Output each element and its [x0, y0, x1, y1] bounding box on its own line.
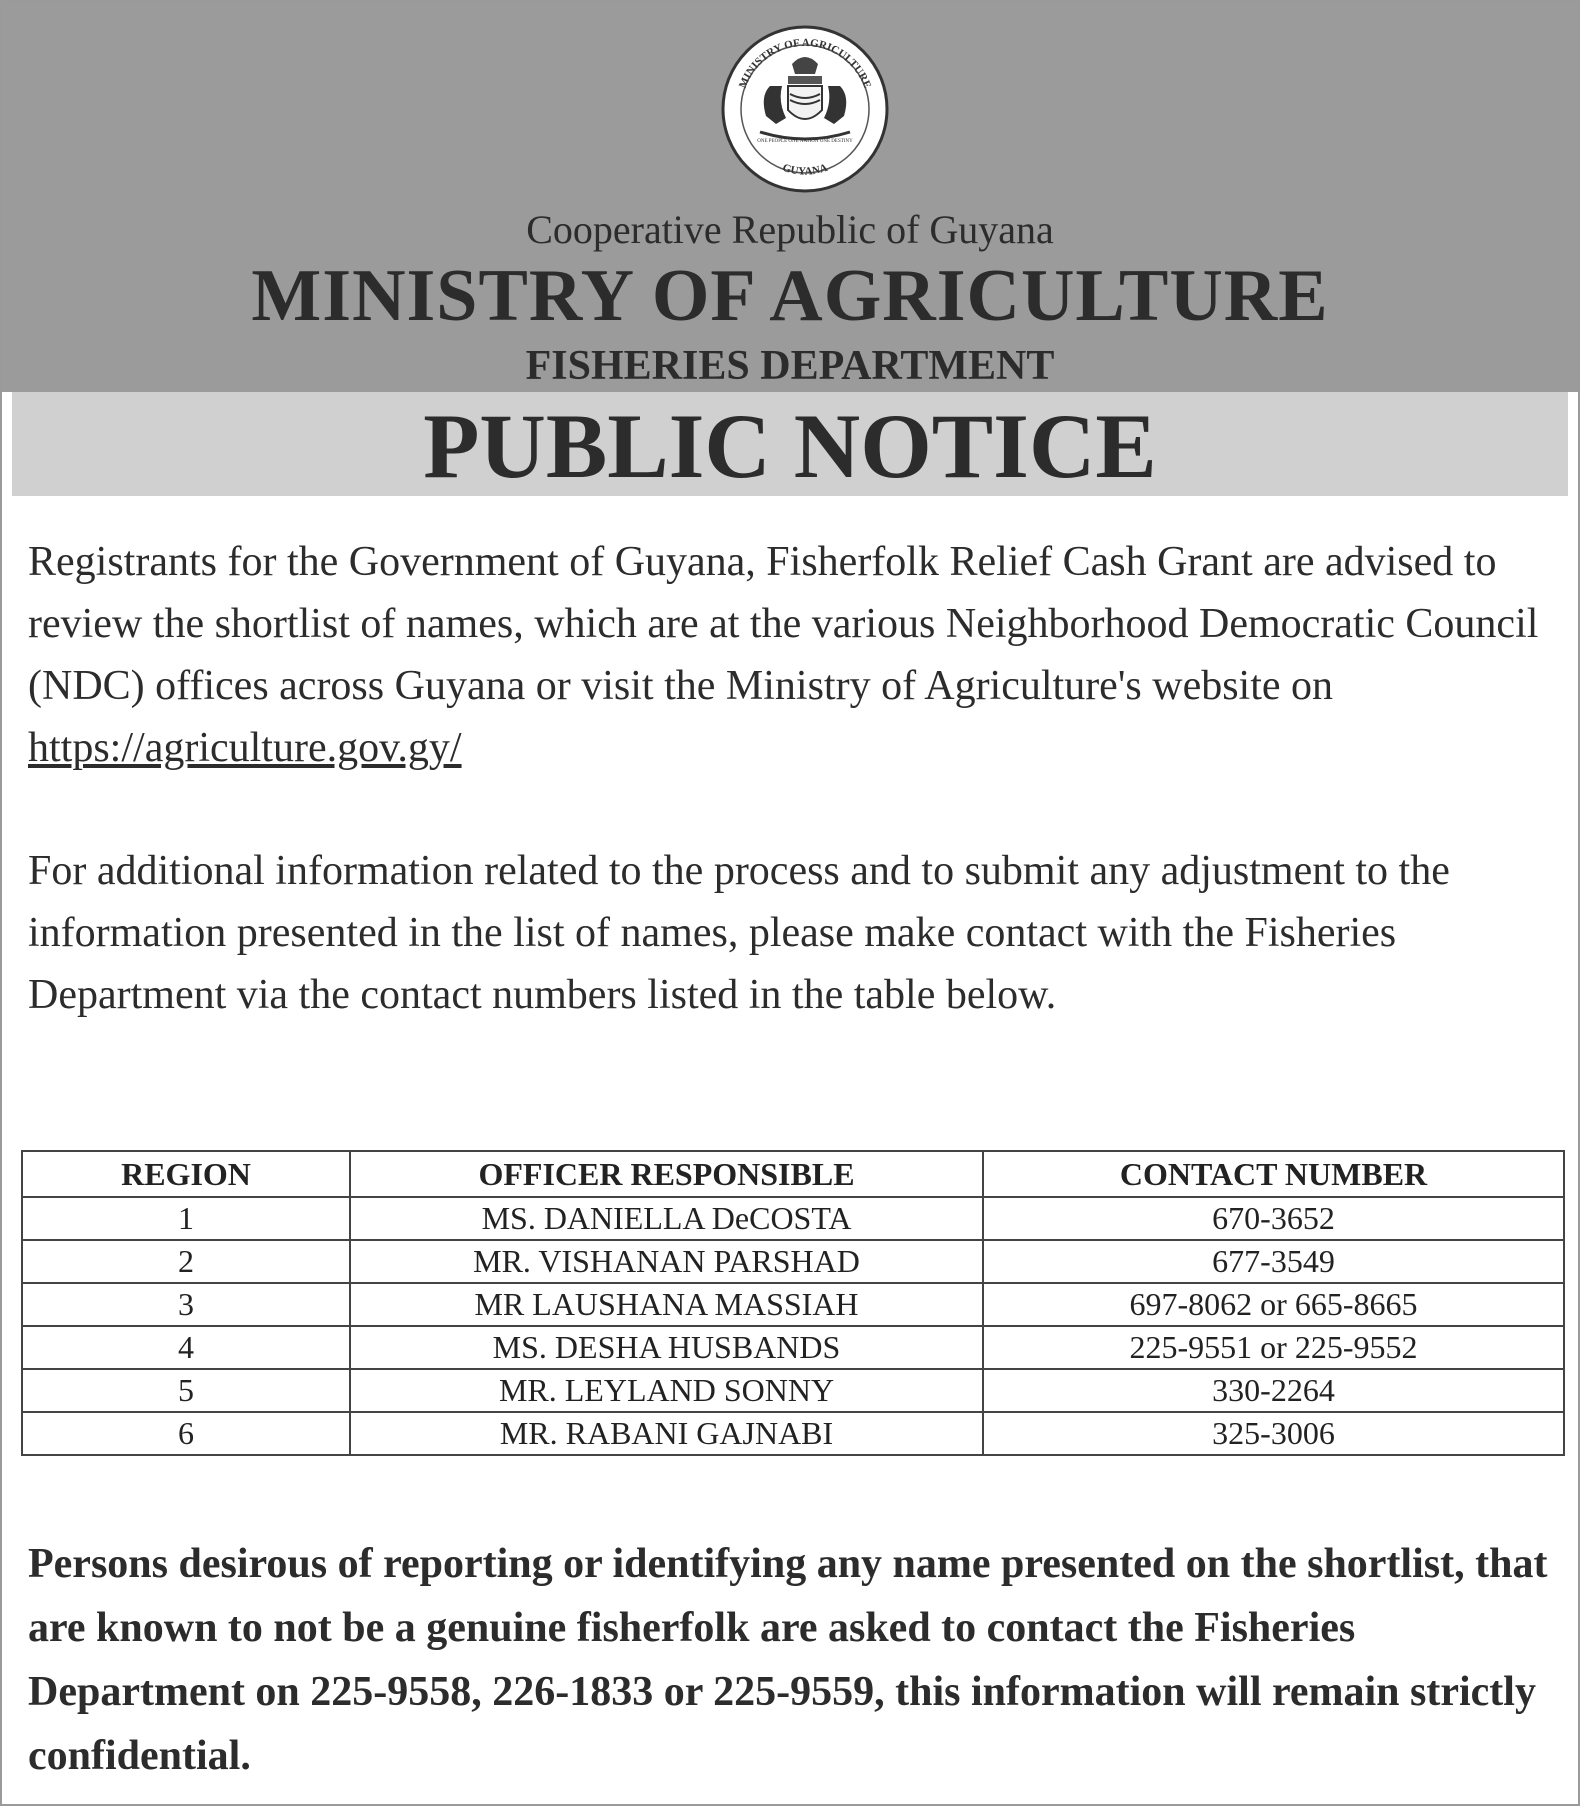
cell-contact: 325-3006: [983, 1412, 1564, 1455]
ministry-website-link[interactable]: https://agriculture.gov.gy/: [28, 725, 462, 771]
cell-officer: MR. RABANI GAJNABI: [350, 1412, 983, 1455]
header-contact: CONTACT NUMBER: [983, 1151, 1564, 1197]
table-row: [22, 1283, 1564, 1326]
table-row: [22, 1197, 1564, 1240]
header-region: REGION: [22, 1151, 350, 1197]
cell-region: 3: [22, 1283, 350, 1326]
cell-contact: 670-3652: [983, 1197, 1564, 1240]
header-officer: OFFICER RESPONSIBLE: [350, 1151, 983, 1197]
department-title: FISHERIES DEPARTMENT: [525, 343, 1055, 389]
cell-contact: 697-8062 or 665-8665: [983, 1283, 1564, 1326]
table-row: [22, 1412, 1564, 1455]
contacts-table: [21, 1150, 1565, 1456]
table-row: [22, 1240, 1564, 1283]
seal-arc-bottom: GUYANA: [780, 161, 830, 178]
closing-paragraph: Persons desirous of reporting or identifying any name presented on the shortlist, that are known to not be a genuine fisherfolk are asked to contact the Fisheries Department on 225-9558, 226-1833 or 225-9559, this information will remain strictly confidential.: [28, 1541, 1548, 1779]
cell-officer: MS. DESHA HUSBANDS: [350, 1326, 983, 1369]
republic-name: Cooperative Republic of Guyana: [526, 207, 1054, 252]
body-paragraph-1: [28, 531, 1568, 779]
cell-contact: 677-3549: [983, 1240, 1564, 1283]
seal-motto: ONE PEOPLE ONE NATION ONE DESTINY: [757, 139, 853, 144]
cell-region: 2: [22, 1240, 350, 1283]
cell-region: 5: [22, 1369, 350, 1412]
cell-officer: MS. DANIELLA DeCOSTA: [350, 1197, 983, 1240]
cell-contact: 330-2264: [983, 1369, 1564, 1412]
seal-arc-top: MINISTRY OF AGRICULTURE: [736, 36, 874, 91]
table-row: [22, 1369, 1564, 1412]
table-header-row: [22, 1151, 1564, 1197]
cell-region: 4: [22, 1326, 350, 1369]
cell-officer: MR. LEYLAND SONNY: [350, 1369, 983, 1412]
cell-officer: MR. VISHANAN PARSHAD: [350, 1240, 983, 1283]
table-row: [22, 1326, 1564, 1369]
cell-region: 6: [22, 1412, 350, 1455]
ministry-seal-logo: [720, 24, 890, 194]
cell-officer: MR LAUSHANA MASSIAH: [350, 1283, 983, 1326]
paragraph-1-text: Registrants for the Government of Guyana, Fisherfolk Relief Cash Grant are advised to review the shortlist of names, which are at the various Neighborhood Democratic Council (NDC) offices across Guyana or visit the Ministry of Agriculture's website on: [28, 539, 1539, 709]
cell-contact: 225-9551 or 225-9552: [983, 1326, 1564, 1369]
cell-region: 1: [22, 1197, 350, 1240]
ministry-title: MINISTRY OF AGRICULTURE: [251, 255, 1329, 337]
body-paragraph-2: For additional information related to the process and to submit any adjustment to the information presented in the list of names, please make contact with the Fisheries Department via the contact numbers listed in the table below.: [28, 848, 1450, 1018]
notice-title: PUBLIC NOTICE: [423, 395, 1157, 497]
